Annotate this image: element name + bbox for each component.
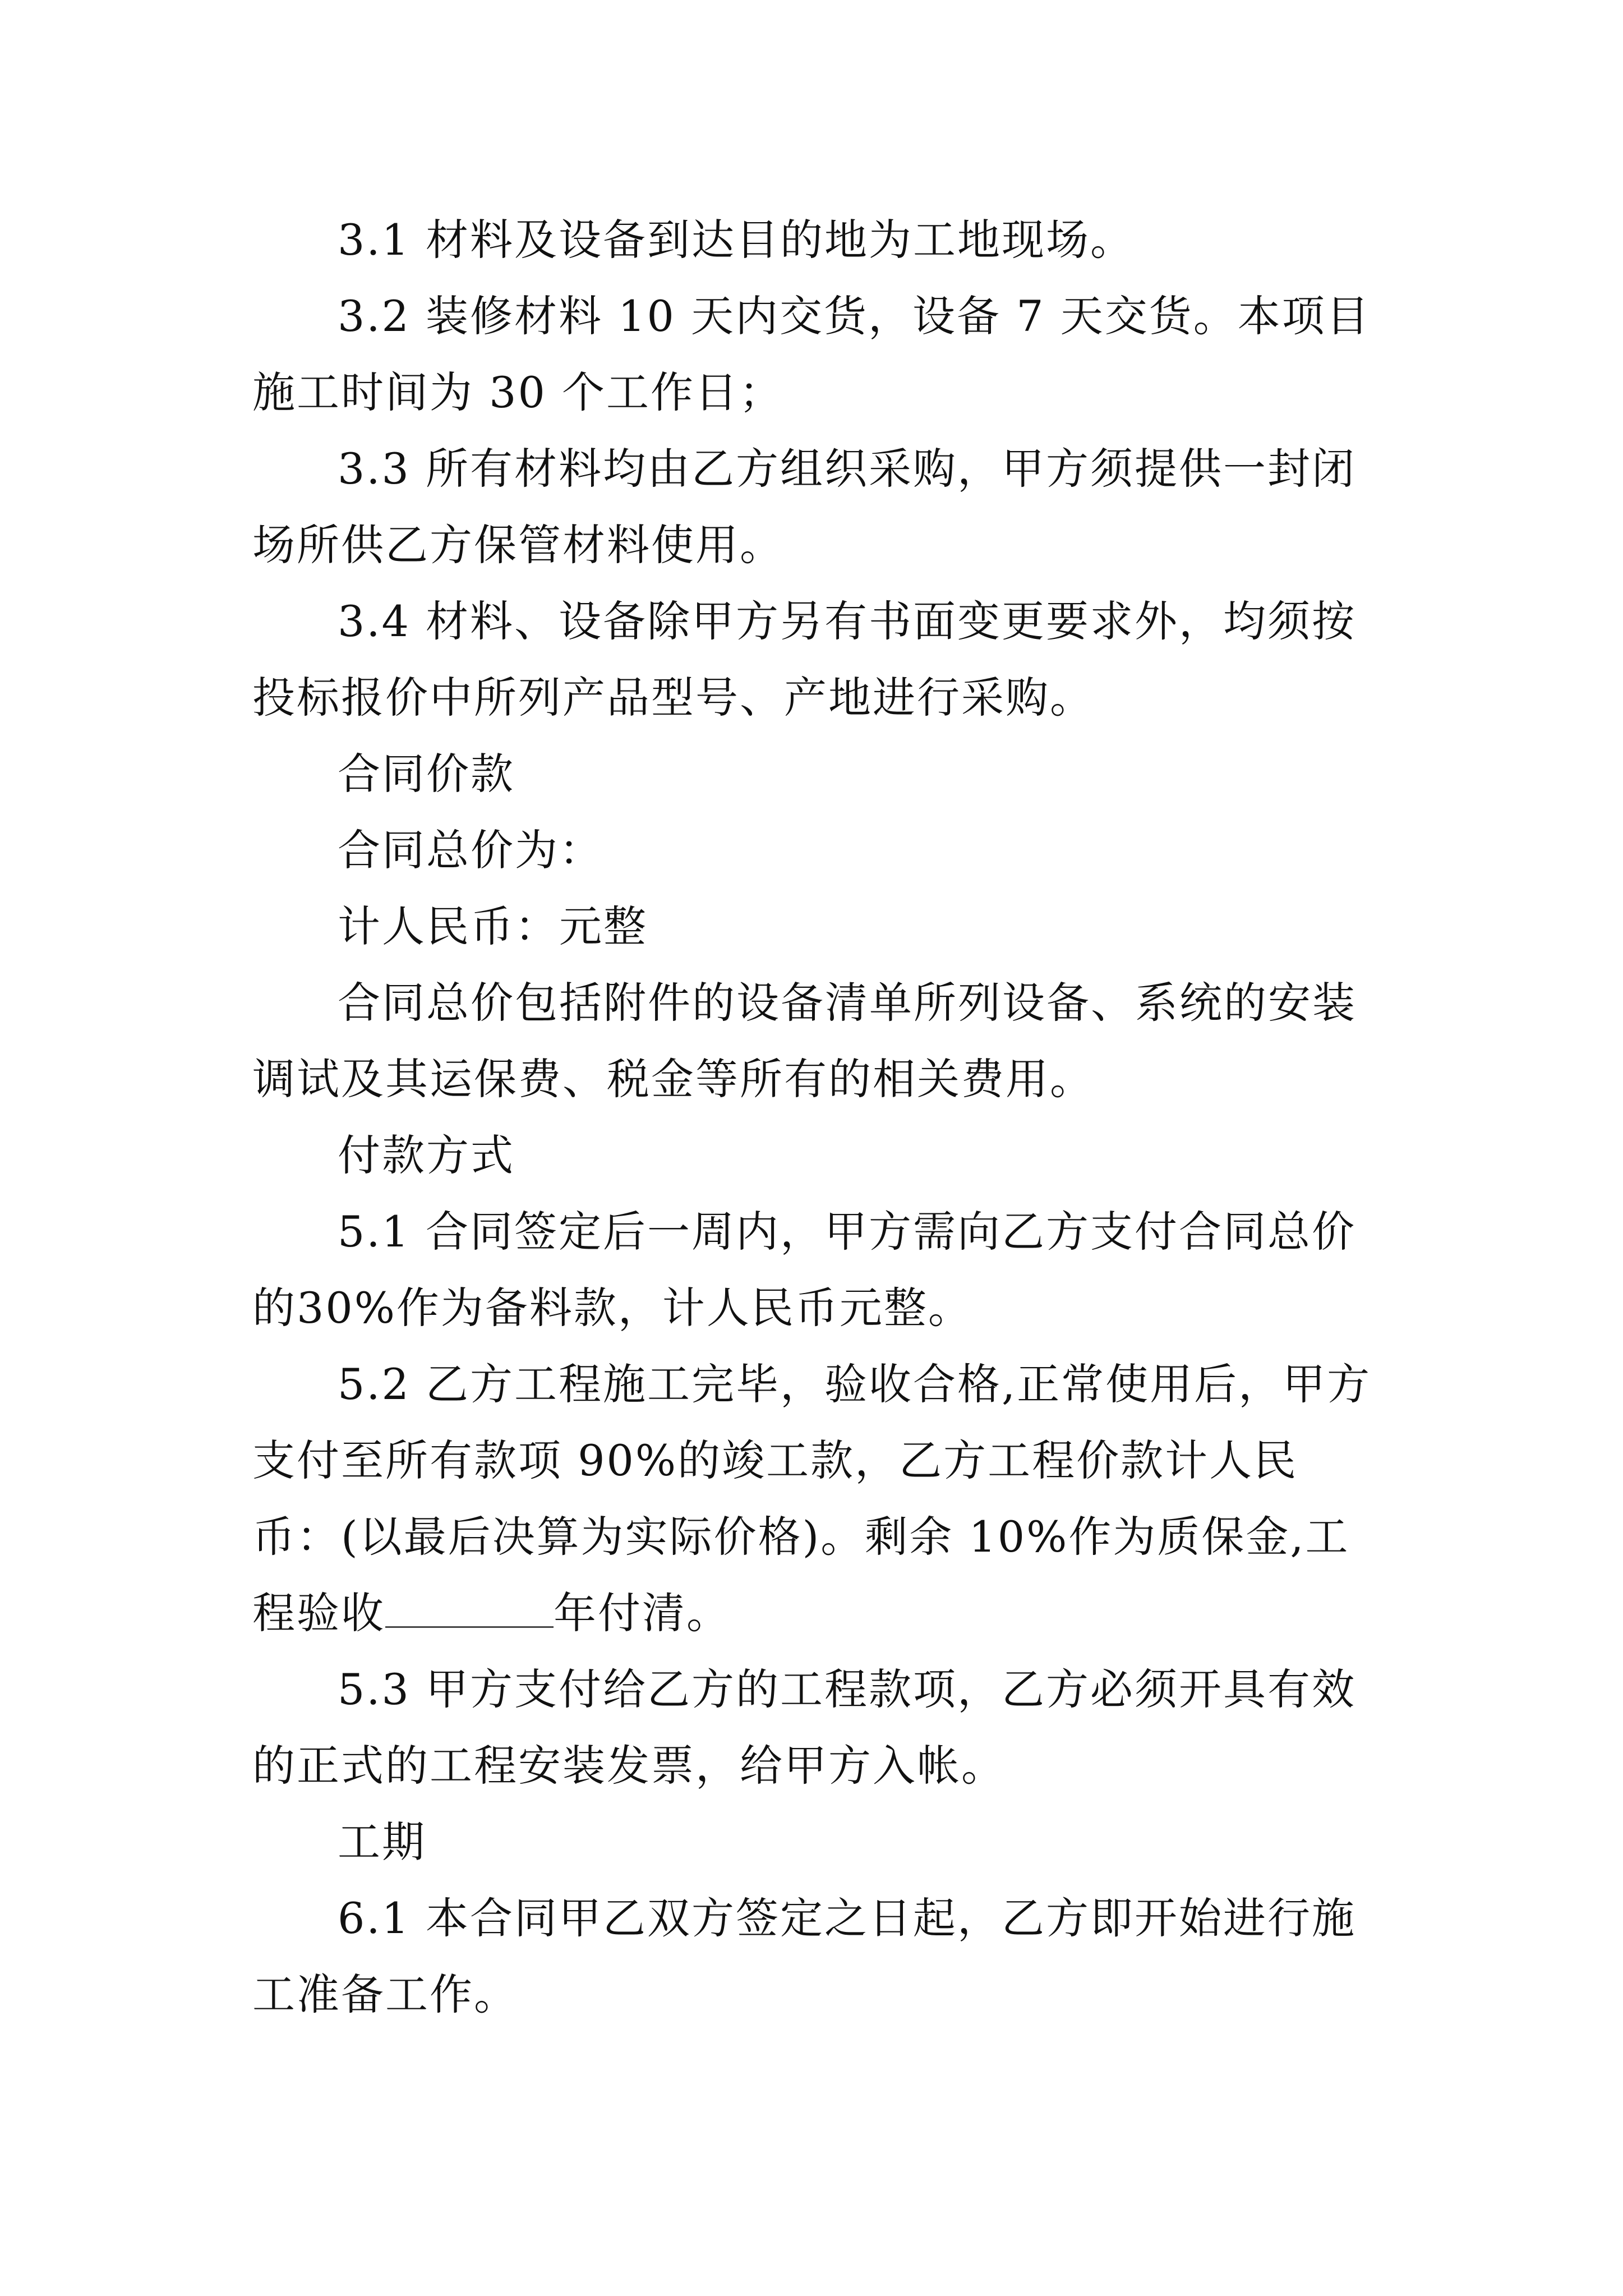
section-heading-payment: 付款方式	[338, 1130, 515, 1180]
document-body	[252, 202, 1374, 2033]
contract-price-rmb: 计人民币：元整	[338, 901, 648, 951]
section-heading-schedule: 工期	[338, 1817, 426, 1867]
clause-3-2: 3.2 装修材料 10 天内交货，设备 7 天交货。本项目施工时间为 30 个工作日；	[252, 291, 1371, 417]
clause-5-2-ending: 年付清。	[554, 1588, 731, 1638]
fill-in-blank-line	[385, 1584, 554, 1628]
contract-price-scope: 合同总价包括附件的设备清单所列设备、系统的安装调试及其运保费、税金等所有的相关费用。	[252, 978, 1357, 1104]
section-heading-contract-price: 合同价款	[338, 749, 515, 799]
clause-5-2-text: 5.2 乙方工程施工完毕，验收合格,正常使用后，甲方支付至所有款项 90%的竣工款，乙方工程价款计人民币：(以最后决算为实际价格)。剩余 10%作为质保金,工程验收	[252, 1359, 1372, 1638]
clause-3-4: 3.4 材料、设备除甲方另有书面变更要求外，均须按投标报价中所列产品型号、产地进行采购。	[252, 596, 1357, 723]
clause-3-3: 3.3 所有材料均由乙方组织采购，甲方须提供一封闭场所供乙方保管材料使用。	[252, 444, 1357, 570]
contract-total-price: 合同总价为：	[338, 825, 603, 875]
clause-5-3: 5.3 甲方支付给乙方的工程款项，乙方必须开具有效的正式的工程安装发票，给甲方入帐。	[252, 1664, 1357, 1791]
clause-5-2	[252, 1346, 1374, 1651]
clause-5-1: 5.1 合同签定后一周内，甲方需向乙方支付合同总价的30%作为备料款，计人民币元整。	[252, 1207, 1357, 1333]
clause-6-1: 6.1 本合同甲乙双方签定之日起，乙方即开始进行施工准备工作。	[252, 1893, 1357, 2019]
clause-3-1: 3.1 材料及设备到达目的地为工地现场。	[338, 215, 1135, 265]
